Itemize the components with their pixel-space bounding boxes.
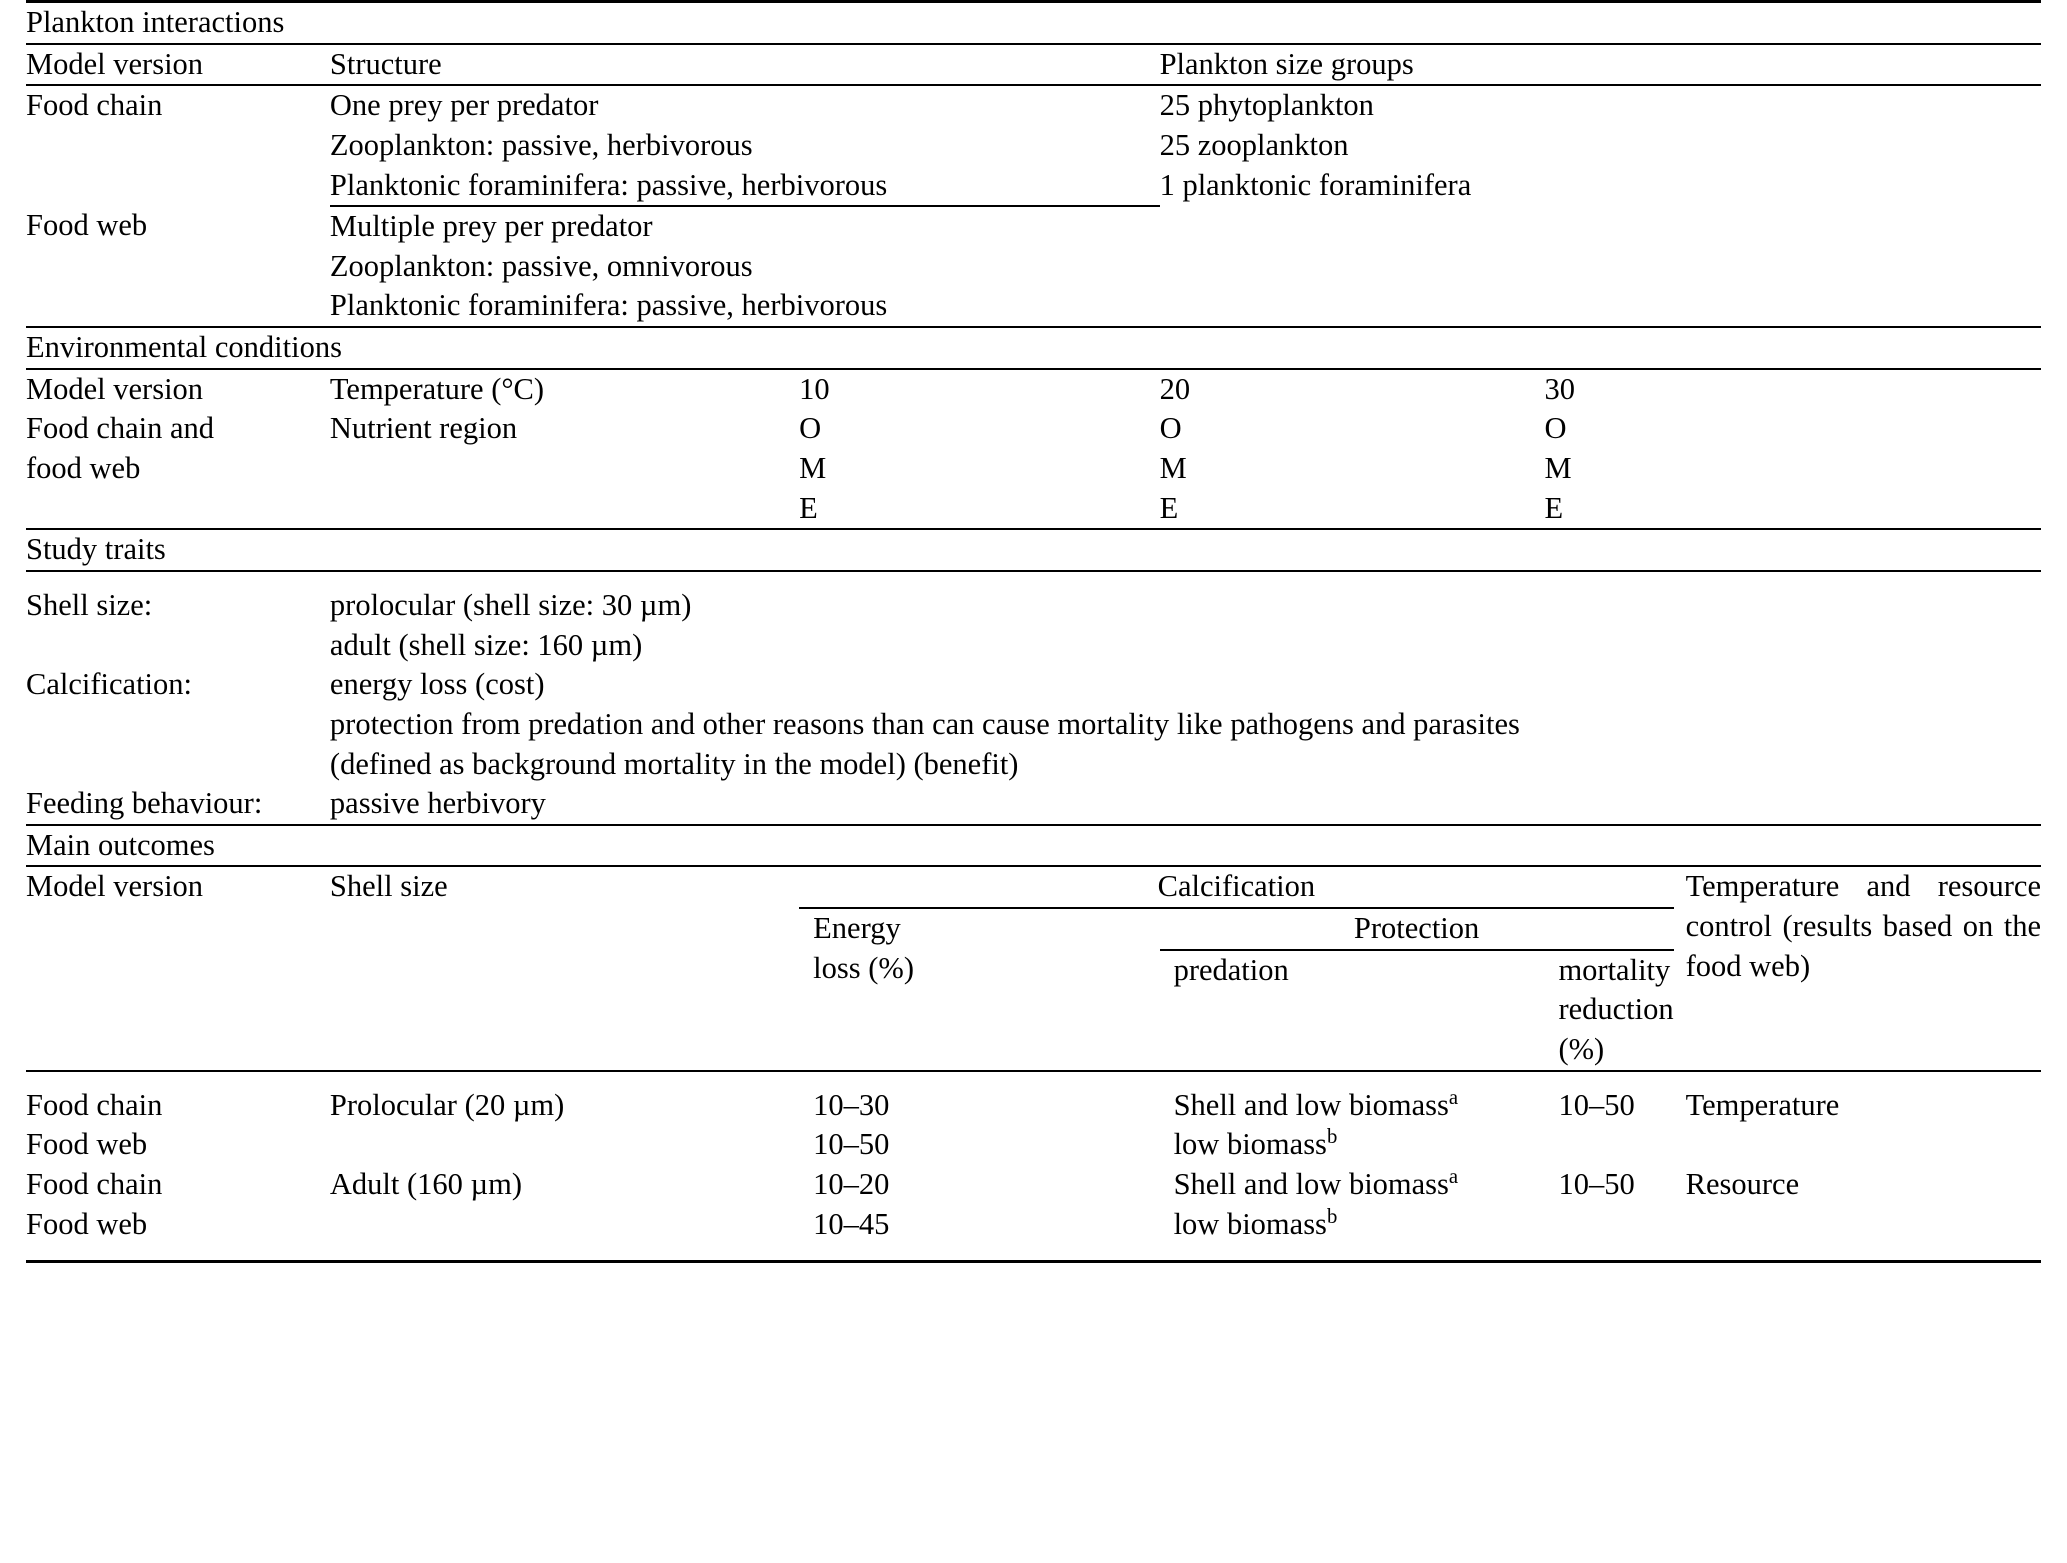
trait-label-calcification: Calcification: bbox=[26, 667, 192, 702]
structure-line: Multiple prey per predator bbox=[329, 209, 653, 244]
food-web-size-groups bbox=[1160, 206, 2041, 327]
trait-label-shell-size: Shell size: bbox=[26, 587, 153, 622]
nutrient-value: M bbox=[799, 451, 827, 486]
plankton-column-headers bbox=[26, 44, 2041, 86]
nutrient-value: E bbox=[1159, 490, 1179, 525]
nutrient-value: M bbox=[1159, 451, 1187, 486]
study-trait-labels bbox=[26, 571, 330, 825]
cell-mortality-reduction: 10–50 bbox=[1558, 1166, 1635, 1201]
table-row bbox=[26, 1071, 2041, 1126]
nutrient-value: E bbox=[799, 490, 818, 525]
env-label-line: Model version bbox=[26, 371, 204, 406]
header-mo-mortality-reduction: mortality reduction (%) bbox=[1558, 952, 1674, 1067]
cell-predation bbox=[1160, 1071, 1545, 1126]
size-group-line: 1 planktonic foraminifera bbox=[1159, 167, 1472, 202]
cell-model-version: Food chain bbox=[26, 1087, 163, 1122]
header-size-groups: Plankton size groups bbox=[1159, 46, 1414, 81]
cell-energy-loss: 10–50 bbox=[813, 1127, 890, 1162]
environmental-col-20 bbox=[1160, 369, 1545, 530]
footnote-marker: a bbox=[1448, 1086, 1459, 1109]
header-structure: Structure bbox=[329, 46, 442, 81]
table-row bbox=[26, 1125, 2041, 1165]
section-header-plankton-interactions bbox=[26, 2, 2041, 44]
energy-loss-line-2: loss (%) bbox=[813, 950, 914, 985]
cell-predation-text: low biomass bbox=[1173, 1127, 1327, 1162]
cell-predation bbox=[1160, 1205, 1545, 1262]
cell-predation-text: low biomass bbox=[1173, 1206, 1327, 1241]
cell-predation bbox=[1160, 1125, 1545, 1165]
table-row bbox=[26, 1165, 2041, 1205]
env-var-nutrient: Nutrient region bbox=[329, 411, 518, 446]
size-group-line: 25 zooplankton bbox=[1159, 127, 1349, 162]
footnote-marker: b bbox=[1326, 1126, 1338, 1149]
nutrient-value: O bbox=[1159, 411, 1182, 446]
cell-control: Temperature bbox=[1685, 1087, 1840, 1122]
footnote-marker: b bbox=[1326, 1205, 1338, 1228]
environmental-variables bbox=[330, 369, 799, 530]
header-mo-protection: Protection bbox=[1160, 908, 1674, 950]
header-mo-model-version: Model version bbox=[26, 869, 204, 904]
trait-value-line: (defined as background mortality in the model) (benefit) bbox=[329, 746, 1019, 781]
header-mo-predation: predation bbox=[1173, 952, 1289, 987]
nutrient-value: E bbox=[1544, 490, 1564, 525]
cell-mortality-reduction: 10–50 bbox=[1558, 1087, 1635, 1122]
cell-energy-loss: 10–45 bbox=[813, 1206, 890, 1241]
cell-control: Resource bbox=[1685, 1166, 1800, 1201]
table-row bbox=[26, 1205, 2041, 1262]
header-model-version: Model version bbox=[26, 46, 204, 81]
environmental-model-version bbox=[26, 369, 330, 530]
energy-loss-line-1: Energy bbox=[813, 911, 901, 946]
structure-line: Zooplankton: passive, herbivorous bbox=[329, 127, 753, 162]
cell-control bbox=[1674, 1125, 2041, 1165]
cell-model-version: Food web bbox=[26, 1206, 148, 1241]
cell-predation-text: Shell and low biomass bbox=[1173, 1087, 1449, 1122]
cell-energy-loss: 10–30 bbox=[813, 1087, 890, 1122]
study-traits-body bbox=[26, 571, 2041, 825]
footnote-marker: a bbox=[1448, 1165, 1459, 1188]
env-label-line: food web bbox=[26, 451, 141, 486]
header-mo-temperature-resource: Temperature and resource control (results based on the food web) bbox=[1685, 869, 2041, 983]
structure-line: Planktonic foraminifera: passive, herbivorous bbox=[329, 288, 888, 323]
trait-value-line: prolocular (shell size: 30 µm) bbox=[329, 587, 692, 622]
structure-line: Zooplankton: passive, omnivorous bbox=[329, 248, 753, 283]
cell-predation-text: Shell and low biomass bbox=[1173, 1166, 1449, 1201]
trait-label-feeding: Feeding behaviour: bbox=[26, 786, 263, 821]
section-header-environmental-conditions bbox=[26, 327, 2041, 369]
row-label-food-chain: Food chain bbox=[26, 88, 163, 123]
nutrient-value: M bbox=[1544, 451, 1572, 486]
cell-shell-size bbox=[330, 1205, 799, 1262]
cell-shell-size bbox=[330, 1125, 799, 1165]
section-title-main-outcomes: Main outcomes bbox=[26, 827, 215, 862]
trait-value-line: energy loss (cost) bbox=[329, 667, 545, 702]
trait-value-line: protection from predation and other reasons than can cause mortality like pathogens and parasites bbox=[329, 706, 1520, 741]
cell-mortality-reduction bbox=[1544, 1205, 1673, 1262]
main-outcomes-header-row-1 bbox=[26, 866, 2041, 908]
environmental-col-10 bbox=[799, 369, 1159, 530]
temperature-value: 20 bbox=[1159, 371, 1191, 406]
cell-shell-size: Adult (160 µm) bbox=[329, 1166, 522, 1201]
trait-value-line: passive herbivory bbox=[329, 786, 546, 821]
section-header-study-traits bbox=[26, 529, 2041, 571]
food-web-structure bbox=[330, 206, 1160, 327]
trait-value-line: adult (shell size: 160 µm) bbox=[329, 627, 643, 662]
cell-energy-loss: 10–20 bbox=[813, 1166, 890, 1201]
env-label-line: Food chain and bbox=[26, 411, 215, 446]
study-trait-values bbox=[330, 571, 2041, 825]
structure-line: Planktonic foraminifera: passive, herbivorous bbox=[329, 167, 888, 202]
cell-model-version: Food web bbox=[26, 1127, 148, 1162]
header-mo-shell-size: Shell size bbox=[329, 869, 448, 904]
cell-predation bbox=[1160, 1165, 1545, 1205]
temperature-value: 30 bbox=[1544, 371, 1575, 406]
temperature-value: 10 bbox=[799, 371, 830, 406]
structure-line: One prey per predator bbox=[329, 88, 599, 123]
section-header-main-outcomes bbox=[26, 825, 2041, 867]
header-mo-energy-loss bbox=[799, 908, 1159, 1071]
nutrient-value: O bbox=[1544, 411, 1567, 446]
header-mo-calcification: Calcification bbox=[799, 866, 1673, 908]
food-chain-structure bbox=[330, 85, 1160, 206]
section-title-study-traits: Study traits bbox=[26, 532, 166, 567]
cell-model-version: Food chain bbox=[26, 1166, 163, 1201]
cell-control bbox=[1674, 1205, 2041, 1262]
section-title-plankton: Plankton interactions bbox=[26, 5, 285, 39]
env-var-temperature: Temperature (°C) bbox=[329, 371, 545, 406]
table-row-food-web bbox=[26, 206, 2041, 327]
food-chain-size-groups bbox=[1160, 85, 2041, 206]
table-row-food-chain bbox=[26, 85, 2041, 206]
environmental-col-30 bbox=[1544, 369, 2041, 530]
nutrient-value: O bbox=[799, 411, 822, 446]
size-group-line: 25 phytoplankton bbox=[1159, 88, 1374, 123]
cell-mortality-reduction bbox=[1544, 1125, 1673, 1165]
summary-table bbox=[26, 0, 2041, 1263]
row-label-food-web: Food web bbox=[26, 208, 148, 243]
cell-shell-size: Prolocular (20 µm) bbox=[329, 1087, 565, 1122]
section-title-environmental: Environmental conditions bbox=[26, 330, 342, 365]
environmental-rows bbox=[26, 369, 2041, 530]
